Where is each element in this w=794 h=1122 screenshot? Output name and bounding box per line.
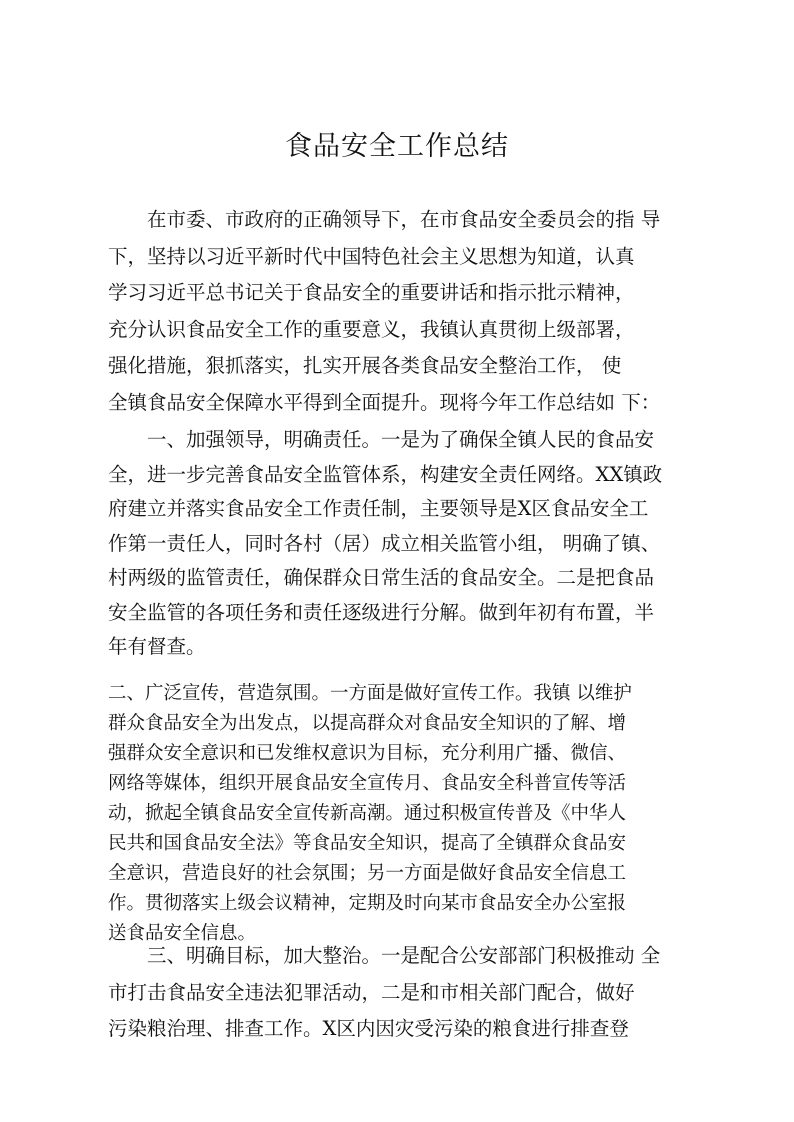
text-line: 作第一责任人，同时各村（居）成立相关监管小组， 明确了镇、 [108,531,661,555]
text-line: 年有督查。 [108,635,206,658]
paragraph-section-3 [108,938,698,1048]
text-line: 市打击食品安全违法犯罪活动，二是和市相关部门配合，做好 [108,980,635,1004]
text-line: 强群众安全意识和已发维权意识为目标，充分利用广播、微信、 [108,743,627,764]
text-line: 学习习近平总书记关于食品安全的重要讲话和指示批示精神， [108,281,635,304]
text-line: 三、明确目标，加大整治。一是配合公安部部门积极推动 全 [108,944,661,967]
text-line: 下，坚持以习近平新时代中国特色社会主义思想为知道，认真 [108,244,635,268]
text-line: 网络等媒体，组织开展食品安全宣传月、食品安全科普宣传等活 [108,773,627,794]
text-line: 污染粮治理、排查工作。X区内因灾受污染的粮食进行排查登 [108,1017,629,1040]
text-line: 全，进一步完善食品安全监管体系，构建安全责任网络。XX镇政 [108,462,663,486]
document-title: 食品安全工作总结 [285,131,509,162]
text-line: 一、加强领导，明确责任。一是为了确保全镇人民的食品安 [108,428,655,451]
text-line: 送食品安全信息。 [108,923,257,944]
text-line: 动，掀起全镇食品安全宣传新高潮。通过积极宣传普及《中华人 [108,803,627,824]
text-line: 全意识，营造良好的社会氛围；另一方面是做好食品安全信息工 [108,863,627,884]
text-line: 群众食品安全为出发点，以提高群众对食品安全知识的了解、增 [108,713,627,734]
text-line: 充分认识食品安全工作的重要意义，我镇认真贯彻上级部署， [108,317,635,341]
text-line: 二、广泛宣传，营造氛围。一方面是做好宣传工作。我镇 以维护 [108,683,632,704]
paragraph-section-1 [108,423,698,665]
text-line: 强化措施，狠抓落实，扎实开展各类食品安全整治工作， 使 [108,354,622,377]
paragraph-section-2 [108,679,698,949]
text-line: 在市委、市政府的正确领导下，在市食品安全委员会的指 导 [108,208,661,231]
text-line: 安全监管的各项任务和责任逐级进行分解。做到年初有布置，半 [108,600,655,624]
paragraph-intro [108,202,698,421]
text-line: 村两级的监管责任，确保群众日常生活的食品安全。二是把食品 [108,566,655,589]
text-line: 民共和国食品安全法》等食品安全知识，提高了全镇群众食品安 [108,833,627,854]
text-line: 全镇食品安全保障水平得到全面提升。现将今年工作总结如 下： [108,390,661,414]
text-line: 府建立并落实食品安全工作责任制，主要领导是X区食品安全工 [108,497,649,520]
text-line: 作。贯彻落实上级会议精神，定期及时向某市食品安全办公室报 [108,893,627,914]
